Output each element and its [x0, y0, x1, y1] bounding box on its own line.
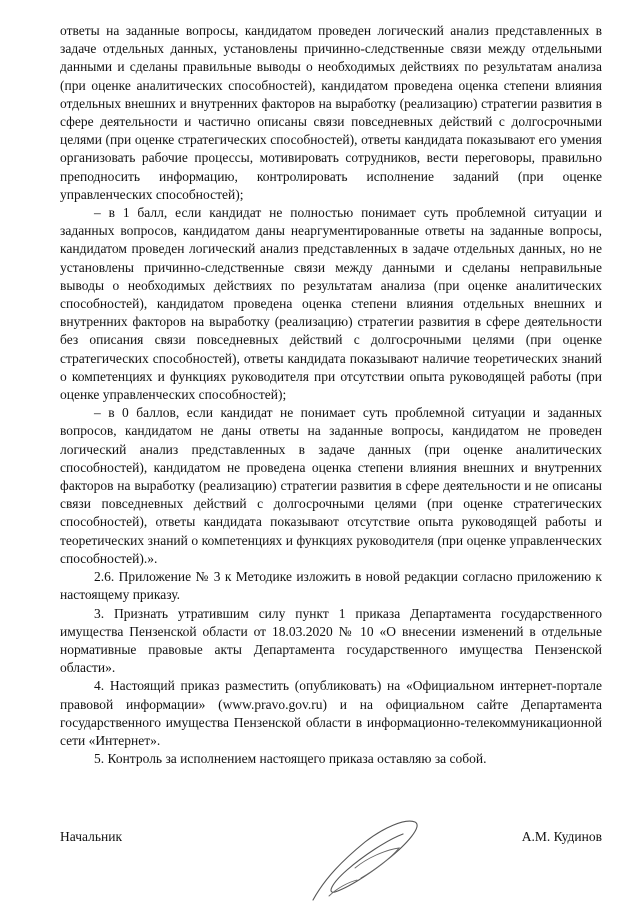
paragraph-item-5: 5. Контроль за исполнением настоящего приказа оставляю за собой.	[94, 751, 487, 767]
paragraph-item-3: 3. Признать утратившим силу пункт 1 приказа Департамента государственного имущества Пензенской области от 18.03.2020 № 10 «О внесении изменений в отдельные нормативные правовые акты Департамента государственного имущества Пензенской области».	[60, 605, 602, 676]
signatory-position: Начальник	[60, 829, 123, 844]
handwritten-signature	[295, 808, 435, 908]
paragraph-continuation: ответы на заданные вопросы, кандидатом проведен логический анализ представленных в задаче отдельных данных, установлены причинно-следственные связи между отдельными данными и сделаны правильные выводы о необходимых действиях по результатам анализа (при оценке аналитических способностей), кандидатом проведена оценка степени влияния отдельных внешних и внутренних факторов на выработку (реализацию) стратегии развития в сфере деятельности и частично описаны связи повседневных действий с долгосрочными целями (при оценке стратегических способностей), ответы кандидата показывают его умения организовать рабочие процессы, мотивировать сотрудников, вести переговоры, правильно преподносить информацию, контролировать исполнение заданий (при оценке управленческих способностей);	[60, 23, 602, 202]
paragraph-item-2-6: 2.6. Приложение № 3 к Методике изложить в новой редакции согласно приложению к настоящему приказу.	[60, 569, 602, 603]
paragraph-score-1: – в 1 балл, если кандидат не полностью понимает суть проблемной ситуации и заданных вопросов, кандидатом даны неаргументированные ответы на заданные вопросы, кандидатом проведен логический анализ представленных в задаче отдельных данных, но не установлены причинно-следственные связи между данными и сделаны неправильные выводы о необходимых действиях по результатам анализа (при оценке аналитических способностей), кандидатом проведена оценка степени влияния отдельных внешних и внутренних факторов на выработку (реализацию) стратегии развития в сфере деятельности без описания связи повседневных действий с долгосрочными целями (при оценке стратегических способностей), ответы кандидата показывают наличие теоретических знаний о компетенциях и функциях руководителя при отсутствии опыта руководящей работы (при оценке управленческих способностей);	[60, 205, 602, 403]
paragraph-item-4: 4. Настоящий приказ разместить (опубликовать) на «Официальном интернет-портале правовой информации» (www.pravo.gov.ru) и на официальном сайте Департамента государственного имущества Пензенской области в информационно-телекоммуникационной сети «Интернет».	[60, 678, 602, 748]
signatory-name: А.М. Кудинов	[521, 829, 602, 844]
paragraph-score-0: – в 0 баллов, если кандидат не понимает суть проблемной ситуации и заданных вопросов, кандидатом не даны ответы на заданные вопросы, кандидатом не проведен логический анализ представленных в задаче данных (при оценке аналитических способностей), кандидатом не проведена оценка степени влияния внешних и внутренних факторов на выработку (реализацию) стратегии развития в сфере деятельности и не описаны связи повседневных действий с долгосрочными целями (при оценке стратегических способностей), ответы кандидата показывают отсутствие опыта руководящей работы и теоретических знаний о компетенциях и функциях руководителя (при оценке управленческих способностей).».	[60, 405, 602, 566]
